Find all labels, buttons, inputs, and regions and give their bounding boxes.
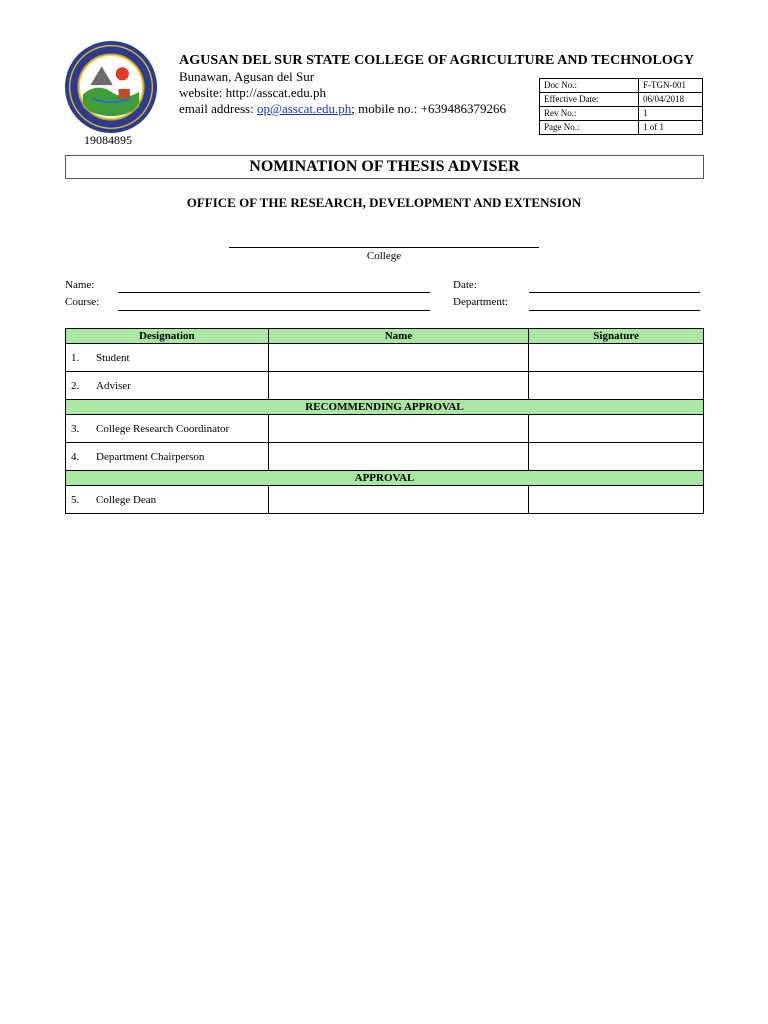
meta-label: Effective Date: — [540, 93, 639, 107]
meta-value: 06/04/2018 — [639, 93, 703, 107]
designation-label: Department Chairperson — [96, 450, 205, 463]
name-label: Name: — [65, 279, 95, 291]
table-row — [66, 372, 704, 400]
email-link[interactable]: op@asscat.edu.ph — [256, 101, 352, 116]
institution-name: AGUSAN DEL SUR STATE COLLEGE OF AGRICULTURE AND TECHNOLOGY — [179, 53, 695, 68]
document-meta-table — [539, 78, 703, 135]
meta-row — [540, 93, 703, 107]
designation-cell — [66, 415, 269, 443]
document-id: 19084895 — [84, 133, 132, 147]
designation-label: Student — [96, 351, 130, 364]
signature-cell[interactable] — [529, 344, 704, 372]
meta-value: 1 — [639, 107, 703, 121]
table-row — [66, 415, 704, 443]
name-header: Name — [268, 329, 529, 344]
designation-cell — [66, 486, 269, 514]
meta-value: F-TGN-001 — [639, 79, 703, 93]
table-row — [66, 486, 704, 514]
row-number: 5. — [71, 493, 80, 506]
designation-label: College Research Coordinator — [96, 422, 230, 435]
nomination-table — [65, 328, 704, 514]
course-field[interactable] — [118, 310, 430, 311]
designation-label: College Dean — [96, 493, 157, 506]
meta-label: Rev No.: — [540, 107, 639, 121]
meta-row — [540, 107, 703, 121]
department-field[interactable] — [529, 310, 700, 311]
name-cell[interactable] — [268, 344, 529, 372]
email-prefix: email address: — [179, 101, 257, 116]
college-label: College — [366, 250, 402, 262]
meta-value: 1 of 1 — [639, 121, 703, 135]
meta-row — [540, 79, 703, 93]
signature-cell[interactable] — [529, 372, 704, 400]
name-field[interactable] — [118, 292, 430, 293]
section-row — [66, 400, 704, 415]
signature-cell[interactable] — [529, 486, 704, 514]
date-field[interactable] — [529, 292, 700, 293]
signature-header: Signature — [529, 329, 704, 344]
designation-cell — [66, 372, 269, 400]
table-header-row — [66, 329, 704, 344]
table-row — [66, 443, 704, 471]
designation-label: Adviser — [96, 379, 131, 392]
name-cell[interactable] — [268, 486, 529, 514]
signature-cell[interactable] — [529, 415, 704, 443]
institution-website: website: http://asscat.edu.ph — [179, 85, 326, 100]
row-number: 2. — [71, 379, 80, 392]
name-cell[interactable] — [268, 372, 529, 400]
row-number: 3. — [71, 422, 80, 435]
meta-row — [540, 121, 703, 135]
name-cell[interactable] — [268, 443, 529, 471]
row-number: 4. — [71, 450, 80, 463]
college-input-line[interactable] — [229, 247, 539, 248]
date-label: Date: — [453, 279, 477, 291]
course-label: Course: — [65, 296, 100, 308]
meta-label: Doc No.: — [540, 79, 639, 93]
institution-address: Bunawan, Agusan del Sur — [179, 69, 315, 84]
recommending-approval-heading: RECOMMENDING APPROVAL — [66, 400, 704, 415]
college-seal-logo — [64, 40, 158, 134]
department-label: Department: — [453, 296, 508, 308]
name-cell[interactable] — [268, 415, 529, 443]
section-row — [66, 471, 704, 486]
meta-label: Page No.: — [540, 121, 639, 135]
office-heading: OFFICE OF THE RESEARCH, DEVELOPMENT AND EXTENSION — [186, 195, 582, 210]
row-number: 1. — [71, 351, 80, 364]
mobile-number: ; mobile no.: +639486379266 — [351, 101, 506, 116]
approval-heading: APPROVAL — [66, 471, 704, 486]
signature-cell[interactable] — [529, 443, 704, 471]
designation-cell — [66, 443, 269, 471]
form-title: NOMINATION OF THESIS ADVISER — [65, 155, 704, 179]
table-row — [66, 344, 704, 372]
designation-header: Designation — [66, 329, 269, 344]
designation-cell — [66, 344, 269, 372]
